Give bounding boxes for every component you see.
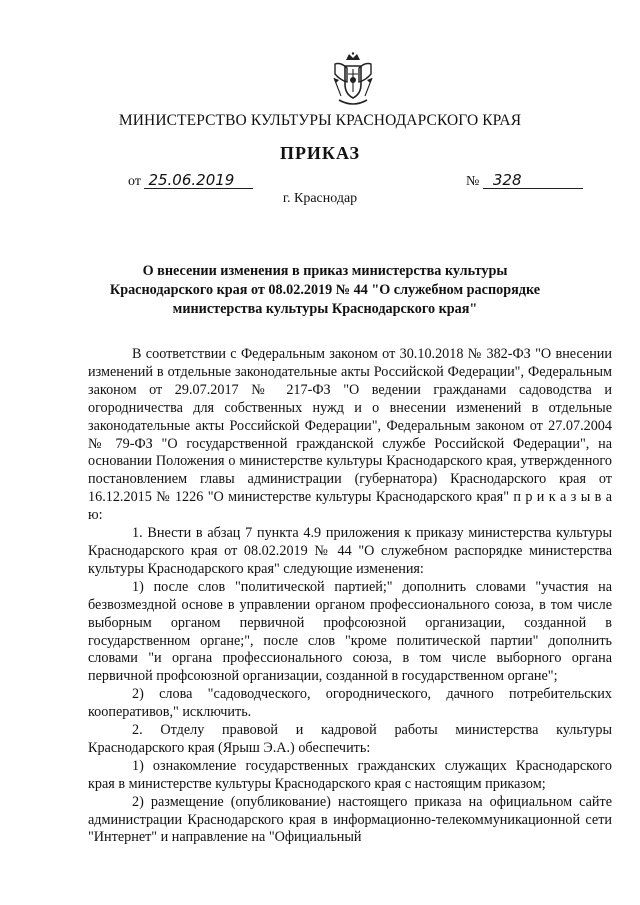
krasnodar-coat-of-arms-icon: [331, 52, 375, 108]
document-body: [88, 346, 612, 847]
date-prefix: от: [128, 174, 141, 189]
number-prefix: №: [466, 174, 480, 189]
date-value: 25.06.2019: [144, 172, 253, 189]
paragraph-item-1-2: 2) слова "садоводческого, огороднического, дачного потребительских кооперативов," исключить.: [88, 686, 612, 721]
document-type-title: ПРИКАЗ: [279, 143, 361, 163]
order-number: [466, 172, 583, 190]
paragraph-item-2-1: 1) ознакомление государственных гражданских служащих Краснодарского края в министерстве культуры Краснодарского края с настоящим приказом;: [88, 757, 612, 792]
city-name: г. Краснодар: [282, 191, 358, 206]
paragraph-preamble: В соответствии с Федеральным законом от 30.10.2018 № 382-ФЗ "О внесении изменений в отдельные законодательные акты Российской Федерации", Федеральным законом от 29.07.2017 № 217-ФЗ "О ведении гражданами садоводства и огородничества для собственных нужд и о внесении изменений в отдельные законодательные акты Российской Федерации", Федеральным законом от 27.07.2004 № 79-ФЗ "О государственной гражданской службе Российской Федерации", на основании Положения о министерстве культуры Краснодарского края, утвержденного постановлением главы администрации (губернатора) Краснодарского края от 16.12.2015 № 1226 "О министерстве культуры Краснодарского края" п р и к а з ы в а ю:: [88, 346, 612, 524]
paragraph-item-1-1: 1) после слов "политической партией;" дополнить словами "участия на безвозмездной основе в управлении органом профессионального союза, в том числе выборным органом первичной профсоюзной организации, созданной в государственном органе;", после слов "кроме политической партии" дополнить словами "и органа профессионального союза, в том числе выборного органа первичной профсоюзной организации, созданной в государственном органе";: [88, 578, 612, 685]
number-value: 328: [483, 172, 583, 189]
order-date: [128, 172, 253, 190]
paragraph-item-2-2: 2) размещение (опубликование) настоящего приказа на официальном сайте администрации Краснодарского края в информационно-телекоммуникационной сети "Интернет" и направление на "Официальный: [88, 793, 612, 846]
ministry-name: МИНИСТЕРСТВО КУЛЬТУРЫ КРАСНОДАРСКОГО КРАЯ: [118, 112, 522, 129]
document-subject: О внесении изменения в приказ министерства культуры Краснодарского края от 08.02.2019 № 44 "О служебном распорядке министерства культуры Краснодарского края": [109, 263, 541, 317]
paragraph-item-2: 2. Отделу правовой и кадровой работы министерства культуры Краснодарского края (Ярыш Э.А.) обеспечить:: [88, 722, 612, 756]
paragraph-item-1: 1. Внести в абзац 7 пункта 4.9 приложения к приказу министерства культуры Краснодарского края от 08.02.2019 № 44 "О служебном распорядке министерства культуры Краснодарского края" следующие изменения:: [88, 525, 612, 577]
